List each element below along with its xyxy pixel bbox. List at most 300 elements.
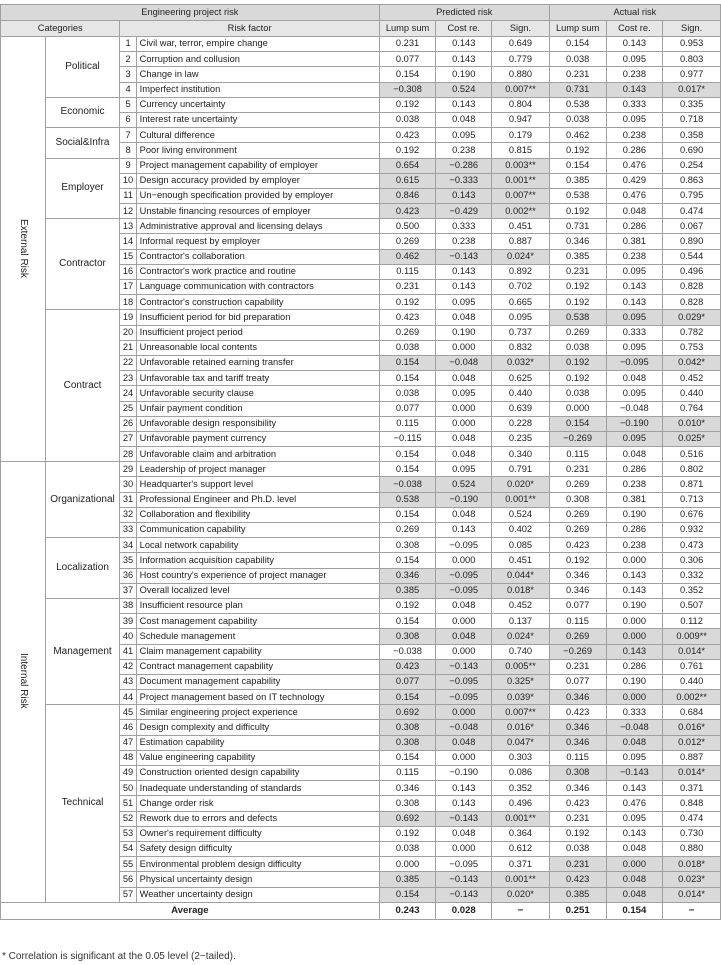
predicted-lump-sum: 0.154 [379, 67, 436, 82]
predicted-cost-re: 0.000 [436, 614, 492, 629]
risk-factor: Unreasonable local contents [136, 340, 379, 355]
predicted-sign: 0.665 [492, 295, 550, 310]
row-number: 28 [120, 447, 136, 462]
predicted-cost-re: 0.143 [436, 796, 492, 811]
row-number: 2 [120, 52, 136, 67]
predicted-sign: 0.020* [492, 887, 550, 902]
actual-cost-re: 0.095 [606, 750, 663, 765]
predicted-cost-re: −0.143 [436, 887, 492, 902]
predicted-sign: 0.001** [492, 811, 550, 826]
predicted-lump-sum: 0.077 [379, 52, 436, 67]
actual-sign: 0.718 [663, 112, 721, 127]
risk-factor: Rework due to errors and defects [136, 811, 379, 826]
risk-factor: Un−enough specification provided by employer [136, 188, 379, 203]
header-predicted-sign: Sign. [492, 21, 550, 37]
actual-sign: 0.684 [663, 705, 721, 720]
table-row [1, 158, 721, 173]
row-number: 19 [120, 310, 136, 325]
predicted-sign: 0.325* [492, 674, 550, 689]
table-row [1, 538, 721, 553]
predicted-sign: 0.001** [492, 872, 550, 887]
risk-factor: Estimation capability [136, 735, 379, 750]
predicted-lump-sum: 0.308 [379, 796, 436, 811]
actual-lump-sum: 0.423 [549, 872, 606, 887]
predicted-lump-sum: 0.038 [379, 386, 436, 401]
risk-factor: Weather uncertainty design [136, 887, 379, 902]
predicted-sign: 0.832 [492, 340, 550, 355]
actual-lump-sum: 0.231 [549, 264, 606, 279]
predicted-lump-sum: 0.038 [379, 112, 436, 127]
actual-cost-re: 0.333 [606, 705, 663, 720]
row-number: 42 [120, 659, 136, 674]
predicted-cost-re: 0.333 [436, 219, 492, 234]
row-number: 9 [120, 158, 136, 173]
actual-sign: 0.306 [663, 553, 721, 568]
predicted-sign: 0.003** [492, 158, 550, 173]
actual-lump-sum: 0.462 [549, 128, 606, 143]
actual-lump-sum: 0.192 [549, 553, 606, 568]
actual-sign: 0.014* [663, 766, 721, 781]
actual-lump-sum: 0.115 [549, 447, 606, 462]
predicted-lump-sum: 0.192 [379, 598, 436, 613]
actual-sign: 0.544 [663, 249, 721, 264]
actual-sign: 0.863 [663, 173, 721, 188]
actual-sign: 0.332 [663, 568, 721, 583]
actual-cost-re: 0.143 [606, 295, 663, 310]
average-predicted-lump-sum: 0.243 [379, 902, 436, 919]
risk-factor: Construction oriented design capability [136, 766, 379, 781]
predicted-sign: 0.524 [492, 507, 550, 522]
predicted-cost-re: −0.190 [436, 492, 492, 507]
actual-cost-re: 0.190 [606, 598, 663, 613]
actual-lump-sum: 0.308 [549, 492, 606, 507]
actual-cost-re: 0.143 [606, 826, 663, 841]
category-label: Contract [45, 310, 120, 462]
actual-cost-re: −0.143 [606, 766, 663, 781]
actual-sign: 0.782 [663, 325, 721, 340]
actual-cost-re: 0.476 [606, 796, 663, 811]
actual-cost-re: 0.238 [606, 249, 663, 264]
category-label: Employer [45, 158, 120, 219]
actual-cost-re: 0.048 [606, 204, 663, 219]
actual-lump-sum: 0.038 [549, 340, 606, 355]
table-row [1, 37, 721, 52]
actual-sign: 0.890 [663, 234, 721, 249]
risk-factor: Currency uncertainty [136, 97, 379, 112]
actual-sign: 0.371 [663, 781, 721, 796]
table-row [1, 462, 721, 477]
predicted-cost-re: −0.095 [436, 674, 492, 689]
predicted-sign: 0.639 [492, 401, 550, 416]
predicted-cost-re: 0.048 [436, 112, 492, 127]
predicted-lump-sum: 0.462 [379, 249, 436, 264]
actual-cost-re: 0.048 [606, 447, 663, 462]
predicted-lump-sum: 0.077 [379, 401, 436, 416]
actual-lump-sum: 0.346 [549, 690, 606, 705]
predicted-cost-re: 0.000 [436, 705, 492, 720]
risk-factor: Local network capability [136, 538, 379, 553]
actual-cost-re: 0.143 [606, 82, 663, 97]
row-number: 5 [120, 97, 136, 112]
predicted-sign: 0.303 [492, 750, 550, 765]
risk-factor: Host country's experience of project manager [136, 568, 379, 583]
predicted-lump-sum: 0.154 [379, 447, 436, 462]
predicted-lump-sum: 0.154 [379, 553, 436, 568]
predicted-cost-re: 0.048 [436, 431, 492, 446]
average-actual-lump-sum: 0.251 [549, 902, 606, 919]
predicted-cost-re: 0.143 [436, 52, 492, 67]
predicted-lump-sum: 0.346 [379, 568, 436, 583]
row-number: 8 [120, 143, 136, 158]
actual-lump-sum: 0.269 [549, 507, 606, 522]
risk-factor: Leadership of project manager [136, 462, 379, 477]
predicted-sign: 0.887 [492, 234, 550, 249]
actual-sign: 0.012* [663, 735, 721, 750]
actual-cost-re: 0.000 [606, 614, 663, 629]
predicted-cost-re: 0.048 [436, 371, 492, 386]
footnote: * Correlation is significant at the 0.05 level (2−tailed). [2, 951, 236, 962]
predicted-sign: 0.085 [492, 538, 550, 553]
predicted-cost-re: 0.000 [436, 401, 492, 416]
predicted-sign: 0.352 [492, 781, 550, 796]
actual-sign: 0.042* [663, 355, 721, 370]
predicted-lump-sum: 0.423 [379, 310, 436, 325]
actual-cost-re: 0.286 [606, 143, 663, 158]
predicted-cost-re: 0.095 [436, 295, 492, 310]
actual-cost-re: 0.238 [606, 128, 663, 143]
predicted-cost-re: 0.143 [436, 188, 492, 203]
actual-lump-sum: 0.038 [549, 52, 606, 67]
predicted-sign: 0.451 [492, 219, 550, 234]
table-row [1, 97, 721, 112]
predicted-sign: 0.024* [492, 629, 550, 644]
predicted-cost-re: −0.429 [436, 204, 492, 219]
predicted-lump-sum: 0.192 [379, 826, 436, 841]
actual-lump-sum: 0.269 [549, 523, 606, 538]
predicted-cost-re: 0.524 [436, 82, 492, 97]
row-number: 56 [120, 872, 136, 887]
predicted-sign: 0.137 [492, 614, 550, 629]
predicted-sign: 0.018* [492, 583, 550, 598]
actual-lump-sum: 0.346 [549, 781, 606, 796]
predicted-cost-re: −0.143 [436, 249, 492, 264]
risk-factor: Value engineering capability [136, 750, 379, 765]
actual-cost-re: 0.048 [606, 872, 663, 887]
predicted-lump-sum: 0.385 [379, 583, 436, 598]
row-number: 18 [120, 295, 136, 310]
actual-lump-sum: 0.538 [549, 97, 606, 112]
risk-factor: Change order risk [136, 796, 379, 811]
actual-cost-re: 0.000 [606, 857, 663, 872]
predicted-cost-re: 0.095 [436, 128, 492, 143]
predicted-sign: 0.095 [492, 310, 550, 325]
predicted-sign: 0.440 [492, 386, 550, 401]
actual-lump-sum: 0.269 [549, 325, 606, 340]
actual-sign: 0.016* [663, 720, 721, 735]
risk-factor: Administrative approval and licensing delays [136, 219, 379, 234]
actual-sign: 0.452 [663, 371, 721, 386]
actual-sign: 0.802 [663, 462, 721, 477]
actual-cost-re: 0.476 [606, 158, 663, 173]
predicted-cost-re: 0.143 [436, 523, 492, 538]
risk-factor: Imperfect institution [136, 82, 379, 97]
actual-sign: 0.112 [663, 614, 721, 629]
predicted-lump-sum: 0.154 [379, 462, 436, 477]
row-number: 49 [120, 766, 136, 781]
row-number: 10 [120, 173, 136, 188]
predicted-sign: 0.179 [492, 128, 550, 143]
predicted-lump-sum: 0.346 [379, 781, 436, 796]
predicted-lump-sum: 0.115 [379, 416, 436, 431]
actual-lump-sum: 0.077 [549, 598, 606, 613]
actual-cost-re: 0.286 [606, 659, 663, 674]
risk-factor: Change in law [136, 67, 379, 82]
risk-factor: Contract management capability [136, 659, 379, 674]
risk-factor: Environmental problem design difficulty [136, 857, 379, 872]
predicted-lump-sum: 0.269 [379, 523, 436, 538]
actual-cost-re: 0.143 [606, 644, 663, 659]
row-number: 29 [120, 462, 136, 477]
actual-sign: 0.352 [663, 583, 721, 598]
predicted-lump-sum: 0.269 [379, 325, 436, 340]
row-number: 25 [120, 401, 136, 416]
risk-factor: Professional Engineer and Ph.D. level [136, 492, 379, 507]
risk-factor: Contractor's work practice and routine [136, 264, 379, 279]
predicted-lump-sum: 0.192 [379, 295, 436, 310]
actual-lump-sum: 0.231 [549, 462, 606, 477]
row-number: 13 [120, 219, 136, 234]
predicted-lump-sum: 0.423 [379, 659, 436, 674]
header-actual-risk: Actual risk [549, 5, 720, 21]
predicted-sign: 0.451 [492, 553, 550, 568]
actual-sign: 0.440 [663, 386, 721, 401]
actual-cost-re: 0.095 [606, 431, 663, 446]
actual-cost-re: 0.048 [606, 841, 663, 856]
risk-factor: Cost management capability [136, 614, 379, 629]
predicted-lump-sum: 0.115 [379, 766, 436, 781]
actual-lump-sum: 0.731 [549, 219, 606, 234]
actual-sign: 0.474 [663, 204, 721, 219]
actual-cost-re: −0.048 [606, 401, 663, 416]
row-number: 15 [120, 249, 136, 264]
predicted-lump-sum: 0.231 [379, 280, 436, 295]
actual-sign: 0.953 [663, 37, 721, 52]
actual-cost-re: 0.286 [606, 523, 663, 538]
risk-factor: Cultural difference [136, 128, 379, 143]
row-number: 36 [120, 568, 136, 583]
predicted-cost-re: −0.095 [436, 568, 492, 583]
predicted-cost-re: 0.048 [436, 735, 492, 750]
predicted-sign: 0.047* [492, 735, 550, 750]
predicted-lump-sum: −0.038 [379, 644, 436, 659]
average-actual-sign: − [663, 902, 721, 919]
risk-factor: Owner's requirement difficulty [136, 826, 379, 841]
actual-sign: 0.690 [663, 143, 721, 158]
actual-lump-sum: 0.231 [549, 659, 606, 674]
actual-lump-sum: 0.154 [549, 416, 606, 431]
category-label: Management [45, 598, 120, 704]
header-predicted-risk: Predicted risk [379, 5, 549, 21]
predicted-lump-sum: 0.038 [379, 841, 436, 856]
risk-group-label [1, 462, 46, 902]
predicted-sign: 0.740 [492, 644, 550, 659]
risk-factor: Collaboration and flexibility [136, 507, 379, 522]
actual-cost-re: 0.190 [606, 507, 663, 522]
predicted-cost-re: −0.143 [436, 659, 492, 674]
risk-factor: Design complexity and difficulty [136, 720, 379, 735]
predicted-sign: 0.737 [492, 325, 550, 340]
predicted-cost-re: 0.238 [436, 143, 492, 158]
risk-group-text: Internal Risk [17, 653, 29, 709]
predicted-sign: 0.016* [492, 720, 550, 735]
predicted-sign: 0.402 [492, 523, 550, 538]
predicted-sign: 0.007** [492, 705, 550, 720]
predicted-sign: 0.020* [492, 477, 550, 492]
predicted-sign: 0.032* [492, 355, 550, 370]
row-number: 16 [120, 264, 136, 279]
actual-cost-re: 0.095 [606, 264, 663, 279]
predicted-cost-re: −0.095 [436, 583, 492, 598]
risk-factor: Headquarter's support level [136, 477, 379, 492]
actual-sign: 0.029* [663, 310, 721, 325]
risk-factor: Insufficient period for bid preparation [136, 310, 379, 325]
risk-factor: Unfavorable payment currency [136, 431, 379, 446]
row-number: 35 [120, 553, 136, 568]
actual-lump-sum: 0.192 [549, 295, 606, 310]
header-row-sub [1, 21, 721, 37]
predicted-sign: 0.007** [492, 82, 550, 97]
actual-cost-re: 0.333 [606, 97, 663, 112]
header-risk-factor: Risk factor [120, 21, 379, 37]
predicted-lump-sum: 0.385 [379, 872, 436, 887]
actual-lump-sum: 0.308 [549, 766, 606, 781]
actual-lump-sum: 0.269 [549, 477, 606, 492]
predicted-lump-sum: 0.115 [379, 264, 436, 279]
actual-lump-sum: 0.115 [549, 614, 606, 629]
table-row [1, 128, 721, 143]
category-label: Localization [45, 538, 120, 599]
row-number: 57 [120, 887, 136, 902]
predicted-cost-re: 0.048 [436, 629, 492, 644]
actual-sign: 0.254 [663, 158, 721, 173]
predicted-lump-sum: −0.038 [379, 477, 436, 492]
risk-factor: Contractor's collaboration [136, 249, 379, 264]
row-number: 14 [120, 234, 136, 249]
actual-sign: 0.871 [663, 477, 721, 492]
actual-cost-re: 0.143 [606, 280, 663, 295]
average-label: Average [1, 902, 380, 919]
predicted-sign: 0.007** [492, 188, 550, 203]
predicted-sign: 0.364 [492, 826, 550, 841]
actual-lump-sum: 0.385 [549, 887, 606, 902]
row-number: 51 [120, 796, 136, 811]
predicted-cost-re: 0.143 [436, 264, 492, 279]
risk-factor: Physical uncertainty design [136, 872, 379, 887]
actual-cost-re: 0.381 [606, 492, 663, 507]
row-number: 23 [120, 371, 136, 386]
row-number: 21 [120, 340, 136, 355]
actual-cost-re: 0.476 [606, 188, 663, 203]
predicted-cost-re: 0.000 [436, 644, 492, 659]
actual-cost-re: 0.143 [606, 37, 663, 52]
header-actual-sign: Sign. [663, 21, 721, 37]
predicted-lump-sum: 0.154 [379, 690, 436, 705]
risk-factor: Overall localized level [136, 583, 379, 598]
actual-sign: 0.730 [663, 826, 721, 841]
predicted-sign: 0.235 [492, 431, 550, 446]
actual-sign: 0.014* [663, 887, 721, 902]
actual-sign: 0.067 [663, 219, 721, 234]
risk-factor: Insufficient resource plan [136, 598, 379, 613]
actual-lump-sum: 0.154 [549, 37, 606, 52]
risk-factor: Language communication with contractors [136, 280, 379, 295]
predicted-cost-re: −0.143 [436, 872, 492, 887]
predicted-lump-sum: 0.192 [379, 143, 436, 158]
predicted-lump-sum: −0.308 [379, 82, 436, 97]
actual-sign: 0.977 [663, 67, 721, 82]
risk-factor: Interest rate uncertainty [136, 112, 379, 127]
actual-cost-re: 0.095 [606, 811, 663, 826]
category-label: Social&Infra [45, 128, 120, 158]
row-number: 17 [120, 280, 136, 295]
predicted-lump-sum: −0.115 [379, 431, 436, 446]
average-actual-cost-re: 0.154 [606, 902, 663, 919]
predicted-lump-sum: 0.654 [379, 158, 436, 173]
predicted-sign: 0.371 [492, 857, 550, 872]
actual-lump-sum: 0.077 [549, 674, 606, 689]
actual-cost-re: 0.238 [606, 477, 663, 492]
predicted-lump-sum: 0.154 [379, 614, 436, 629]
risk-factor: Project management capability of employer [136, 158, 379, 173]
actual-lump-sum: 0.154 [549, 158, 606, 173]
predicted-cost-re: 0.048 [436, 598, 492, 613]
header-predicted-lump-sum: Lump sum [379, 21, 436, 37]
predicted-sign: 0.815 [492, 143, 550, 158]
predicted-cost-re: 0.048 [436, 310, 492, 325]
predicted-cost-re: 0.048 [436, 447, 492, 462]
actual-sign: 0.803 [663, 52, 721, 67]
risk-factor: Document management capability [136, 674, 379, 689]
actual-lump-sum: 0.192 [549, 355, 606, 370]
actual-lump-sum: −0.269 [549, 431, 606, 446]
predicted-cost-re: −0.143 [436, 811, 492, 826]
actual-cost-re: 0.286 [606, 462, 663, 477]
actual-cost-re: 0.095 [606, 112, 663, 127]
risk-factor: Communication capability [136, 523, 379, 538]
risk-factor: Unfavorable retained earning transfer [136, 355, 379, 370]
actual-lump-sum: 0.000 [549, 401, 606, 416]
predicted-sign: 0.804 [492, 97, 550, 112]
actual-lump-sum: 0.192 [549, 826, 606, 841]
average-row [1, 902, 721, 919]
predicted-lump-sum: 0.154 [379, 750, 436, 765]
predicted-cost-re: −0.095 [436, 538, 492, 553]
actual-cost-re: 0.095 [606, 340, 663, 355]
actual-lump-sum: 0.192 [549, 280, 606, 295]
actual-cost-re: 0.000 [606, 629, 663, 644]
predicted-lump-sum: 0.308 [379, 735, 436, 750]
category-label: Contractor [45, 219, 120, 310]
risk-factor: Insufficient project period [136, 325, 379, 340]
actual-cost-re: −0.048 [606, 720, 663, 735]
actual-sign: 0.516 [663, 447, 721, 462]
table-row [1, 310, 721, 325]
row-number: 47 [120, 735, 136, 750]
actual-lump-sum: 0.231 [549, 67, 606, 82]
actual-lump-sum: 0.269 [549, 629, 606, 644]
predicted-sign: 0.024* [492, 249, 550, 264]
risk-factor: Contractor's construction capability [136, 295, 379, 310]
